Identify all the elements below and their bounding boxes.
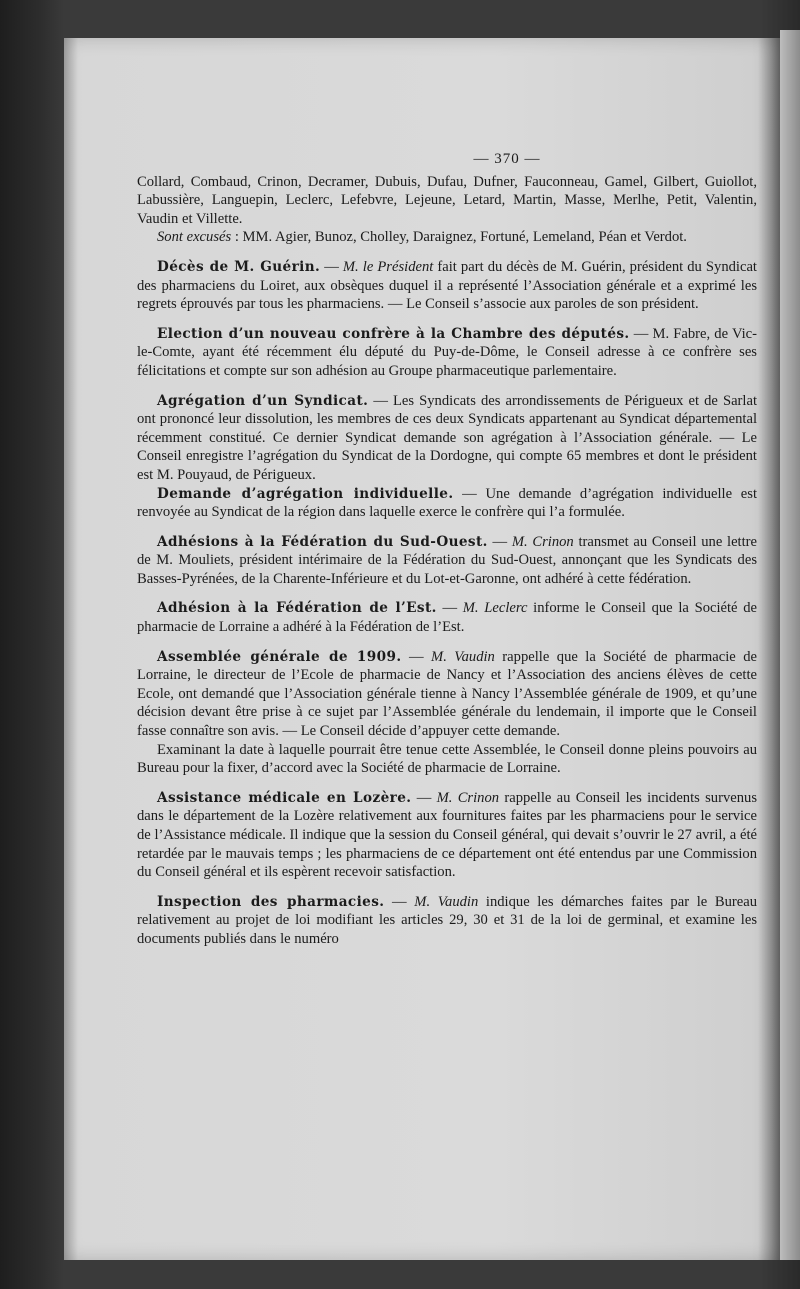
section-inspection-pharmacies [137, 893, 757, 949]
section-body: indique les démarches faites par le Bureau relativement au projet de loi modifiant les articles 29, 30 et 31 de la loi de germinal, et examine les documents publiés dans le numéro [137, 893, 758, 947]
section-assistance-lozere [137, 789, 757, 882]
section-lead: — [320, 258, 343, 275]
section-heading: Inspection des pharmacies. [157, 893, 385, 910]
section-body: informe le Conseil que la Société de pharmacie de Lorraine a adhéré à la Fédération de l’Est. [137, 600, 757, 636]
section-election-depute [137, 325, 757, 381]
section-body: rappelle que la Société de pharmacie de Lorraine, le directeur de l’Ecole de pharmacie de Nancy et l’Association des anciens élèves de cette Ecole, ont demandé que l’Association générale tienne à Nancy l’Assemblée générale de 1909, et qu’une décision devant être prise à ce sujet par l’Assemblée générale du lendemain, il importe que le Conseil fasse connaître son avis. — Le Conseil décide d’appuyer cette demande. [137, 648, 757, 740]
section-adhesion-est [137, 599, 757, 636]
attendance-present [137, 173, 757, 229]
section-body: fait part du décès de M. Guérin, président du Syndicat des pharmaciens du Loiret, aux obsèques duquel il a représenté l’Association générale et a exprimé les regrets éprouvés par tous les pharmaciens. — Le Conseil s’associe aux paroles de son président. [137, 258, 757, 313]
section-speaker: M. le Président [342, 258, 434, 275]
excused-label: Sont excusés [157, 229, 232, 246]
adjacent-page-edge [780, 30, 800, 1260]
section-agregation-individuelle [137, 485, 757, 522]
section-lead: — [384, 893, 415, 910]
section-lead: — [436, 600, 463, 617]
page-content [137, 150, 757, 949]
section-heading: Election d’un nouveau confrère à la Chambre des députés. [157, 325, 630, 342]
section-heading: Demande d’agrégation individuelle. [157, 485, 454, 502]
section-heading: Assistance médicale en Lozère. [157, 789, 412, 806]
section-lead: — [401, 648, 432, 665]
section-speaker: M. Leclerc [462, 600, 528, 617]
page-shadow [758, 38, 780, 1260]
section-lead: — Les Syndicats des arrondissements de Périgueux et de Sarlat ont prononcé leur dissolution, les membres de ces deux Syndicats appartenant au Syndicat départemental récemment constitué. Ce dernier Syndicat demande son agrégation à l’Association générale. — Le Conseil enregistre l’agrégation du Syndicat de la Dordogne, qui compte 65 membres et dont le président est M. Pouyaud, de Périgueux. [137, 392, 757, 483]
section-lead: — [487, 533, 512, 550]
section-speaker: M. Crinon [511, 533, 574, 550]
section-assemblee-1909 [137, 648, 757, 741]
section-lead: — [411, 789, 437, 806]
excused-list: : MM. Agier, Bunoz, Cholley, Daraignez, Fortuné, Lemeland, Péan et Verdot. [231, 229, 687, 246]
section-deces-guerin [137, 258, 757, 314]
section-assemblee-followup: Examinant la date à laquelle pourrait être tenue cette Assemblée, le Conseil donne pleins pouvoirs au Bureau pour la fixer, d’accord avec la Société de pharmacie de Lorraine. [137, 741, 757, 777]
section-body: transmet au Conseil une lettre de M. Mouliets, président intérimaire de la Fédération du Sud-Ouest, annonçant que les Syndicats des Basses-Pyrénées, de la Charente-Inférieure et du Lot-et-Garonne, ont adhéré à cette fédération. [137, 533, 758, 587]
page-number: — 370 — [473, 151, 541, 167]
attendance-excused [137, 228, 757, 247]
section-heading: Assemblée générale de 1909. [157, 648, 402, 665]
section-heading: Adhésions à la Fédération du Sud-Ouest. [157, 533, 488, 550]
section-heading: Agrégation d’un Syndicat. [157, 392, 369, 409]
present-list: Collard, Combaud, Crinon, Decramer, Dubuis, Dufau, Dufner, Fauconneau, Gamel, Gilbert, Guiollot, Labussière, Languepin, Leclerc, Lefebvre, Lejeune, Letard, Martin, Masse, Merlhe, Petit, Valentin, Vaudin et Villette. [137, 173, 757, 227]
section-body: rappelle au Conseil les incidents survenus dans le département de la Lozère relativement aux fournitures faites par les pharmaciens pour le service de l’Assistance médicale. Il indique que la session du Conseil général, qui devait s’ouvrir le 27 avril, a été retardée par le mauvais temps ; les pharmaciens de ce département ont été entendus par une Commission du Conseil général et ils espèrent recevoir satisfaction. [137, 789, 758, 881]
section-speaker: M. Crinon [436, 789, 500, 806]
section-heading: Adhésion à la Fédération de l’Est. [157, 600, 437, 617]
section-speaker: M. Vaudin [414, 893, 479, 910]
section-adhesions-sud-ouest [137, 533, 757, 589]
section-lead: — Une demande d’agrégation individuelle est renvoyée au Syndicat de la région dans laquelle exerce le confrère qui l’a formulée. [137, 485, 757, 521]
section-speaker: M. Vaudin [431, 648, 495, 665]
section-agregation-syndicat [137, 392, 757, 485]
section-heading: Décès de M. Guérin. [157, 258, 321, 275]
section-lead: — M. Fabre, de Vic-le-Comte, ayant été récemment élu député du Puy-de-Dôme, le Conseil adresse à ce confrère ses félicitations et compte sur son adhésion au Groupe pharmaceutique parlementaire. [137, 325, 758, 379]
